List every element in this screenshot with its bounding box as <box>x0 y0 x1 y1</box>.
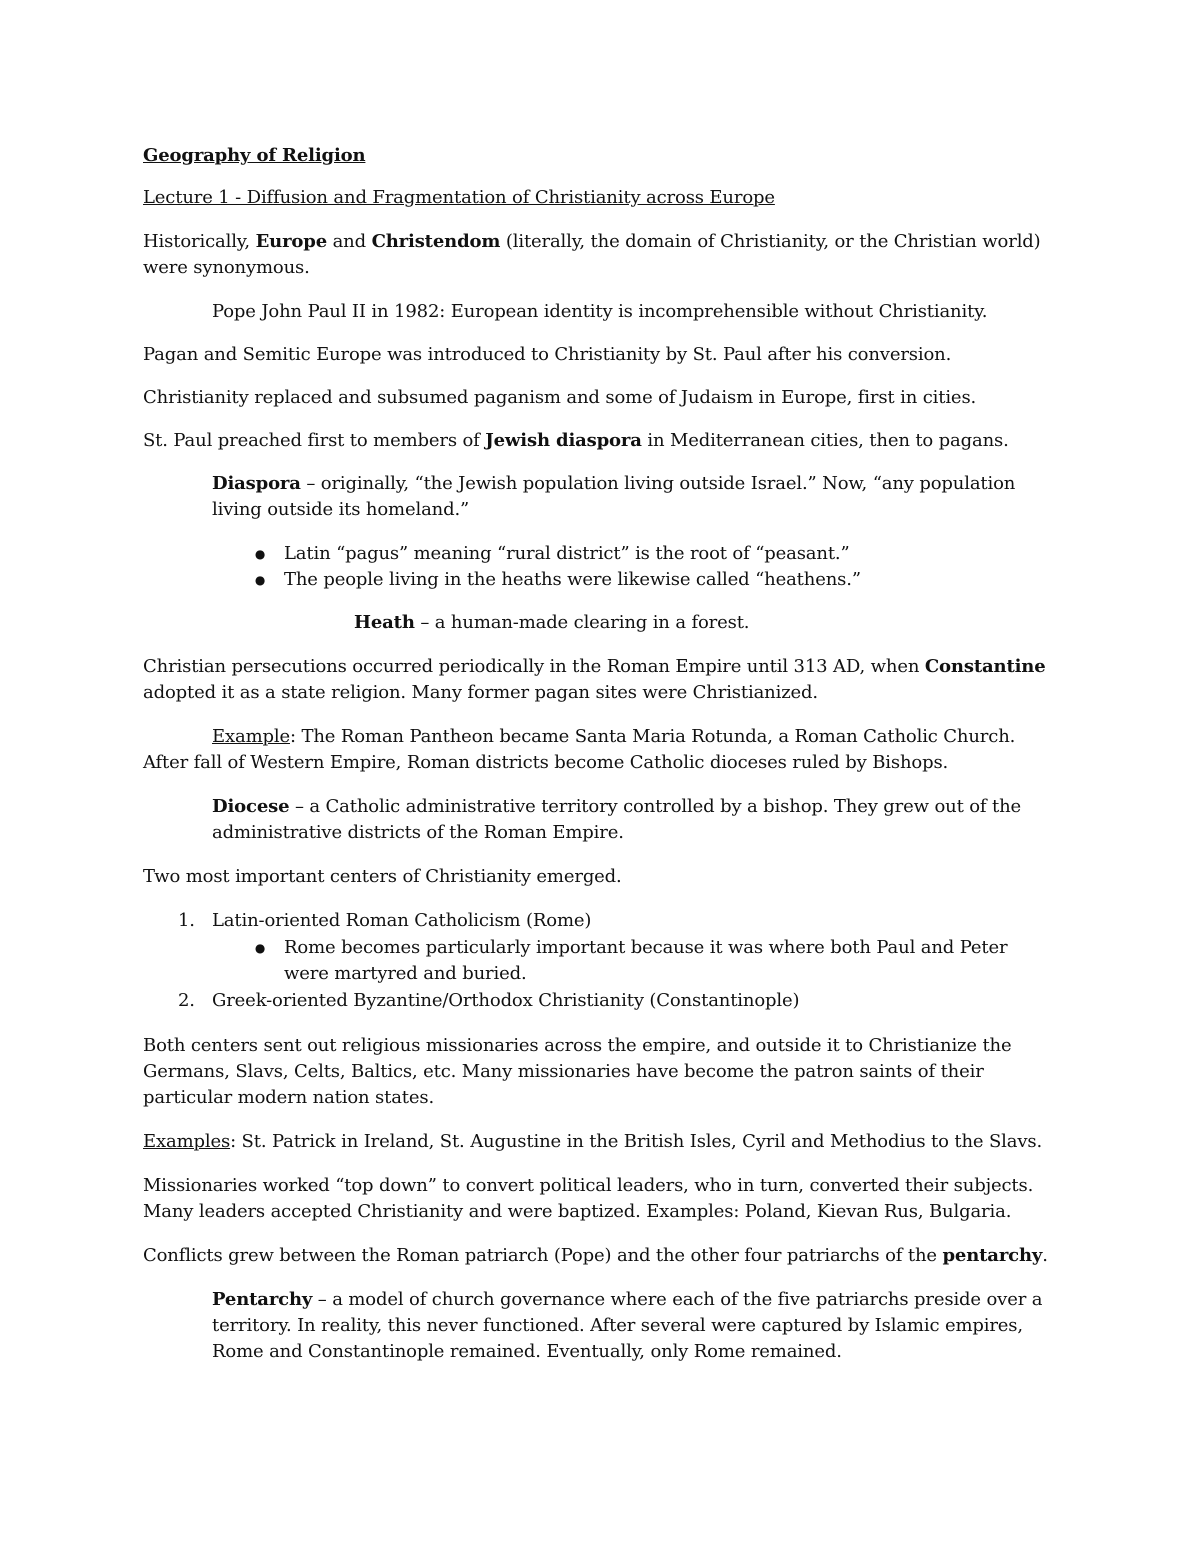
lecture-heading: Lecture 1 - Diffusion and Fragmentation of Christianity across Europe <box>143 187 775 208</box>
bold-term-europe: Europe <box>255 231 328 252</box>
text-run: Historically, <box>143 231 256 252</box>
definition-diaspora-line1 <box>212 471 1015 497</box>
sub-bullet-rome-line2: were martyred and buried. <box>284 963 527 984</box>
bold-term-jewish-diaspora: Jewish diaspora <box>485 430 642 451</box>
text-run: and <box>327 231 372 252</box>
bullet-icon: ● <box>254 573 266 587</box>
list-item-rome: Latin-oriented Roman Catholicism (Rome) <box>212 910 592 931</box>
text-run: – a Catholic administrative territory controlled by a bishop. They grew out of the <box>289 796 1022 817</box>
paragraph-pagan-europe: Pagan and Semitic Europe was introduced to Christianity by St. Paul after his conversion. <box>143 344 952 365</box>
text-run: Conflicts grew between the Roman patriarch (Pope) and the other four patriarchs of the <box>143 1245 943 1266</box>
document-title: Geography of Religion <box>143 145 366 166</box>
paragraph-europe-line1 <box>143 229 1041 255</box>
example-label: Example <box>212 726 290 747</box>
paragraph-western-empire: After fall of Western Empire, Roman districts become Catholic dioceses ruled by Bishops. <box>143 752 949 773</box>
paragraph-two-centers: Two most important centers of Christianity emerged. <box>143 866 622 887</box>
bold-term-constantine: Constantine <box>924 656 1046 677</box>
example-pantheon <box>212 724 1015 750</box>
bullet-item-pagus: Latin “pagus” meaning “rural district” is the root of “peasant.” <box>284 543 850 564</box>
definition-heath <box>354 610 749 636</box>
definition-pentarchy-line1 <box>212 1287 1042 1313</box>
text-run: in Mediterranean cities, then to pagans. <box>641 430 1009 451</box>
pope-quote: Pope John Paul II in 1982: European identity is incomprehensible without Christianity. <box>212 301 988 322</box>
bold-term-diaspora: Diaspora <box>212 473 301 494</box>
text-run: St. Paul preached first to members of <box>143 430 486 451</box>
sub-bullet-rome-line1: Rome becomes particularly important because it was where both Paul and Peter <box>284 937 1008 958</box>
definition-diocese-line2: administrative districts of the Roman Empire. <box>212 822 624 843</box>
text-run: : The Roman Pantheon became Santa Maria Rotunda, a Roman Catholic Church. <box>289 726 1016 747</box>
list-item-constantinople: Greek-oriented Byzantine/Orthodox Christianity (Constantinople) <box>212 990 800 1011</box>
bold-term-pentarchy-def: Pentarchy <box>212 1289 313 1310</box>
paragraph-christianity-replaced: Christianity replaced and subsumed paganism and some of Judaism in Europe, first in cities. <box>143 387 977 408</box>
paragraph-top-down-line1: Missionaries worked “top down” to convert political leaders, who in turn, converted their subjects. <box>143 1175 1034 1196</box>
bullet-icon: ● <box>254 547 266 561</box>
paragraph-top-down-line2: Many leaders accepted Christianity and were baptized. Examples: Poland, Kievan Rus, Bulgaria. <box>143 1201 1012 1222</box>
paragraph-missionaries-line2: Germans, Slavs, Celts, Baltics, etc. Many missionaries have become the patron saints of their <box>143 1061 984 1082</box>
bullet-item-heathens: The people living in the heaths were likewise called “heathens.” <box>284 569 861 590</box>
paragraph-persecutions-line2: adopted it as a state religion. Many former pagan sites were Christianized. <box>143 682 818 703</box>
definition-diocese-line1 <box>212 794 1021 820</box>
text-run: (literally, the domain of Christianity, or the Christian world) <box>500 231 1041 252</box>
text-run: – a human-made clearing in a forest. <box>414 612 750 633</box>
bullet-icon: ● <box>254 941 266 955</box>
bold-term-diocese: Diocese <box>212 796 290 817</box>
paragraph-conflicts <box>143 1243 1048 1269</box>
text-run: . <box>1042 1245 1048 1266</box>
paragraph-europe-line2: were synonymous. <box>143 257 310 278</box>
definition-pentarchy-line2: territory. In reality, this never functioned. After several were captured by Islamic empires, <box>212 1315 1023 1336</box>
text-run: – originally, “the Jewish population living outside Israel.” Now, “any population <box>300 473 1016 494</box>
text-run: : St. Patrick in Ireland, St. Augustine in the British Isles, Cyril and Methodius to the Slavs. <box>230 1131 1043 1152</box>
paragraph-missionaries-line3: particular modern nation states. <box>143 1087 435 1108</box>
examples-saints <box>143 1129 1042 1155</box>
definition-diaspora-line2: living outside its homeland.” <box>212 499 470 520</box>
list-number: 1. <box>178 910 195 931</box>
text-run: – a model of church governance where each of the five patriarchs preside over a <box>312 1289 1043 1310</box>
list-number: 2. <box>178 990 195 1011</box>
bold-term-christendom: Christendom <box>371 231 501 252</box>
paragraph-persecutions-line1 <box>143 654 1046 680</box>
examples-label: Examples <box>143 1131 231 1152</box>
paragraph-missionaries-line1: Both centers sent out religious missionaries across the empire, and outside it to Christianize the <box>143 1035 1012 1056</box>
paragraph-st-paul <box>143 428 1009 454</box>
text-run: Christian persecutions occurred periodically in the Roman Empire until 313 AD, when <box>143 656 925 677</box>
definition-pentarchy-line3: Rome and Constantinople remained. Eventually, only Rome remained. <box>212 1341 842 1362</box>
bold-term-heath: Heath <box>354 612 415 633</box>
bold-term-pentarchy: pentarchy <box>942 1245 1043 1266</box>
